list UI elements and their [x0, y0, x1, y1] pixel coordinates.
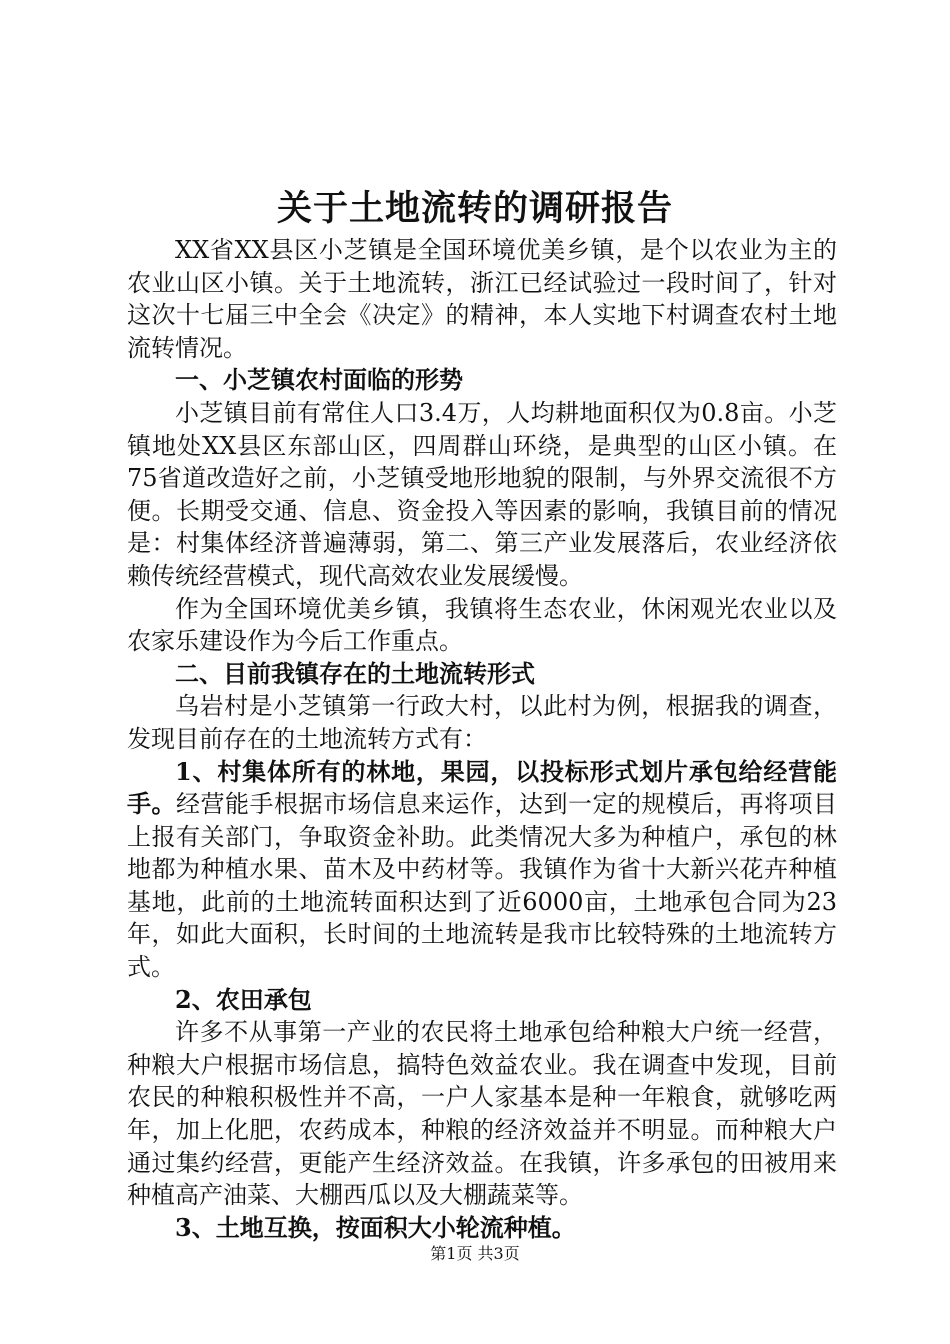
document-title: 关于土地流转的调研报告 [276, 188, 673, 229]
body-paragraph: 许多不从事第一产业的农民将土地承包给种粮大户统一经营，种粮大户根据市场信息，搞特色效益农业。我在调查中发现，目前农民的种粮积极性并不高，一户人家基本是种一年粮食，就够吃两年，加上化肥，农药成本，种粮的经济效益并不明显。而种粮大户通过集约经营，更能产生经济效益。在我镇，许多承包的田被用来种植高产油菜、大棚西瓜以及大棚蔬菜等。 [127, 1018, 837, 1210]
item-1-paragraph [127, 756, 837, 984]
section-heading-1: 一、小芝镇农村面临的形势 [175, 365, 463, 395]
body-paragraph: 小芝镇目前有常住人口3.4万，人均耕地面积仅为0.8亩。小芝镇地处XX县区东部山区，四周群山环绕，是典型的山区小镇。在75省道改造好之前，小芝镇受地形地貌的限制，与外界交流很不方便。长期受交通、信息、资金投入等因素的影响，我镇目前的情况是：村集体经济普遍薄弱，第二、第三产业发展落后，农业经济依赖传统经营模式，现代高效农业发展缓慢。 [127, 398, 837, 590]
item-1-lead: 1、村集体所有的林地，果园，以投标形式划片承包给经营能手。 [127, 756, 837, 819]
body-paragraph: 作为全国环境优美乡镇，我镇将生态农业，休闲观光农业以及农家乐建设作为今后工作重点。 [127, 594, 837, 656]
item-1-body: 经营能手根据市场信息来运作，达到一定的规模后，再将项目上报有关部门，争取资金补助。此类情况大多为种植户，承包的林地都为种植水果、苗木及中药材等。我镇作为省十大新兴花卉种植基地，此前的土地流转面积达到了近6000亩，土地承包合同为23年，如此大面积，长时间的土地流转是我市比较特殊的土地流转方式。 [127, 790, 837, 982]
item-3-heading: 3、土地互换，按面积大小轮流种植。 [175, 1212, 576, 1242]
section-heading-2: 二、目前我镇存在的土地流转形式 [175, 658, 535, 688]
intro-paragraph: XX省XX县区小芝镇是全国环境优美乡镇，是个以农业为主的农业山区小镇。关于土地流转，浙江已经试验过一段时间了，针对这次十七届三中全会《决定》的精神，本人实地下村调查农村土地流转情况。 [127, 236, 837, 362]
body-paragraph: 乌岩村是小芝镇第一行政大村，以此村为例，根据我的调查，发现目前存在的土地流转方式有： [127, 692, 837, 753]
document-body [127, 234, 837, 1244]
item-2-heading: 2、农田承包 [175, 984, 312, 1014]
page-number: 第1页 共3页 [430, 1244, 520, 1263]
